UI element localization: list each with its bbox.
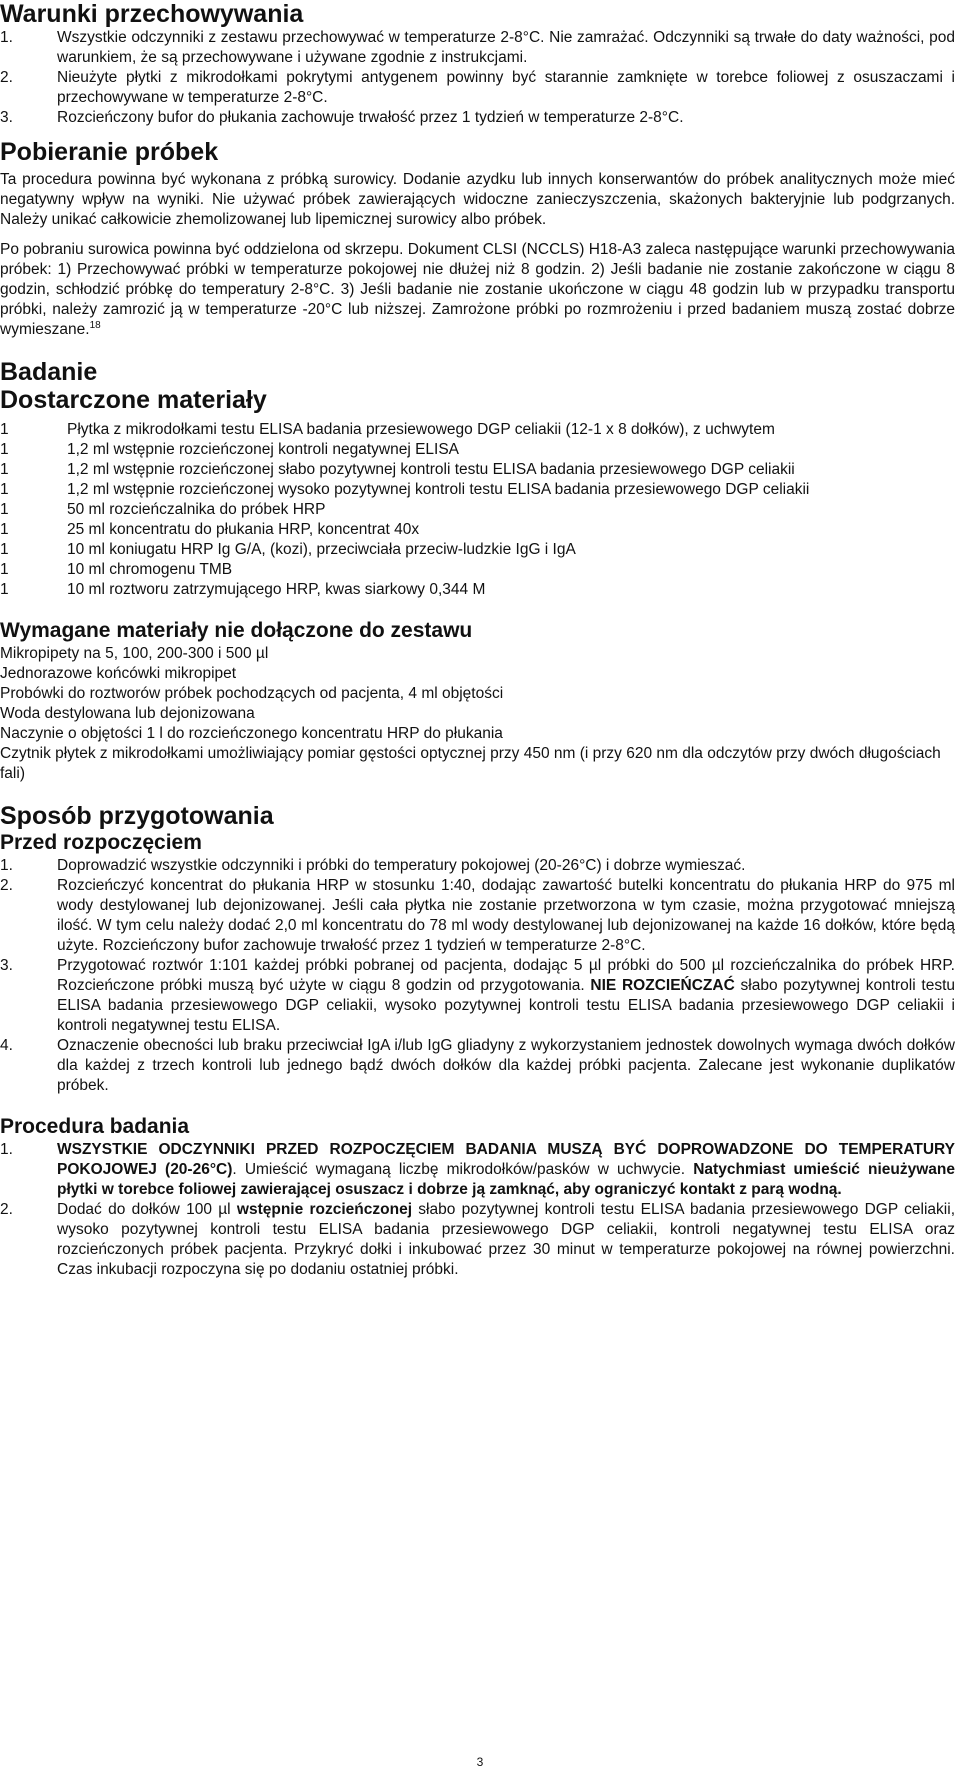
provided-materials-list	[0, 420, 955, 600]
material-qty: 1	[0, 561, 9, 578]
item-text-part: Dodać do dołków 100 µl	[57, 1201, 237, 1218]
reference-superscript: 18	[89, 319, 101, 331]
item-number: 4.	[0, 1037, 13, 1054]
item-text-bold: wstępnie rozcieńczonej	[236, 1201, 413, 1218]
required-item: Jednorazowe końcówki mikropipet	[0, 665, 237, 682]
material-qty: 1	[0, 581, 9, 598]
sampling-paragraph-2	[0, 240, 955, 340]
list-item	[0, 956, 955, 1036]
item-text	[57, 956, 955, 1036]
item-text-part: . Umieścić wymaganą liczbę mikrodołków/pasków w uchwycie.	[232, 1161, 694, 1178]
required-materials-heading: Wymagane materiały nie dołączone do zestawu	[0, 619, 473, 642]
sampling-paragraph-2-text: Po pobraniu surowica powinna być oddzielona od skrzepu. Dokument CLSI (NCCLS) H18-A3 zaleca następujące warunki przechowywania próbek: 1) Przechowywać próbki w temperaturze pokojowej nie dłużej niż 8 godzin. 2) Jeśli badanie nie zostanie zakończone w ciągu 8 godzin, schłodzić próbkę do temperatury 2-8°C. 3) Jeśli badanie nie zostanie ukończone w ciągu 48 godzin lub w przypadku transportu próbki, należy zamrozić ją w temperaturze -20°C lub niższej. Zamrożone próbki po rozmrożeniu i przed badaniem muszą zostać dobrze wymieszane.	[0, 241, 955, 338]
item-text: Rozcieńczony bufor do płukania zachowuje trwałość przez 1 tydzień w temperaturze 2-8°C.	[57, 109, 684, 126]
item-number: 2.	[0, 877, 13, 894]
item-number: 2.	[0, 69, 13, 86]
material-qty: 1	[0, 541, 9, 558]
material-qty: 1	[0, 481, 9, 498]
material-text: 1,2 ml wstępnie rozcieńczonej kontroli negatywnej ELISA	[67, 441, 460, 458]
required-item: Mikropipety na 5, 100, 200-300 i 500 µl	[0, 645, 269, 662]
material-item	[0, 540, 955, 560]
item-number: 3.	[0, 957, 13, 974]
material-qty: 1	[0, 421, 9, 438]
material-text: 25 ml koncentratu do płukania HRP, koncentrat 40x	[67, 521, 420, 538]
item-number: 1.	[0, 1141, 13, 1158]
material-item	[0, 500, 955, 520]
item-text	[57, 1200, 955, 1280]
list-item	[0, 856, 955, 876]
list-item	[0, 28, 955, 68]
material-text: Płytka z mikrodołkami testu ELISA badania przesiewowego DGP celiakii (12-1 x 8 dołków), z uchwytem	[67, 421, 775, 438]
item-text: Doprowadzić wszystkie odczynniki i próbki do temperatury pokojowej (20-26°C) i dobrze wymieszać.	[57, 857, 746, 874]
material-qty: 1	[0, 461, 9, 478]
material-item	[0, 420, 955, 440]
before-start-heading: Przed rozpoczęciem	[0, 831, 202, 854]
sampling-heading: Pobieranie próbek	[0, 138, 219, 166]
material-item	[0, 560, 955, 580]
material-text: 50 ml rozcieńczalnika do próbek HRP	[67, 501, 326, 518]
assay-heading: Badanie	[0, 358, 98, 386]
material-item	[0, 460, 955, 480]
provided-materials-heading: Dostarczone materiały	[0, 386, 267, 414]
list-item	[0, 108, 955, 128]
list-item	[0, 68, 955, 108]
item-text-part: Przygotować roztwór 1:101 każdej próbki pobranej od pacjenta, dodając 5 µl próbki do 500 µl rozcieńczalnika do próbek HRP. Rozcieńczone próbki muszą być użyte w ciągu 8 godzin od przygotowania.	[57, 957, 955, 994]
preparation-heading: Sposób przygotowania	[0, 802, 274, 830]
material-item	[0, 520, 955, 540]
sampling-paragraph-1: Ta procedura powinna być wykonana z próbką surowicy. Dodanie azydku lub innych konserwantów do próbek analitycznych może mieć negatywny wpływ na wyniki. Nie używać próbek zawierających widoczne zanieczyszczenia, skażonych bakteryjnie lub podgrzanych. Należy unikać całkowicie zhemolizowanej lub lipemicznej surowicy albo próbek.	[0, 171, 955, 228]
required-materials-list	[0, 644, 955, 784]
required-item: Czytnik płytek z mikrodołkami umożliwiający pomiar gęstości optycznej przy 450 nm (i przy 620 nm dla odczytów przy dwóch długościach fali)	[0, 745, 941, 782]
list-item	[0, 1036, 955, 1096]
material-qty: 1	[0, 441, 9, 458]
item-text: Oznaczenie obecności lub braku przeciwciał IgA i/lub IgG gliadyny z wykorzystaniem jednostek dowolnych wymaga dwóch dołków dla każdej z trzech kontroli lub jednego bądź dwóch dołków dla każdej próbki pacjenta. Zalecane jest wykonanie duplikatów próbek.	[57, 1037, 955, 1094]
item-text: Nieużyte płytki z mikrodołkami pokrytymi antygenem powinny być starannie zamknięte w torebce foliowej z osuszaczami i przechowywane w temperaturze 2-8°C.	[57, 69, 955, 106]
material-item	[0, 580, 955, 600]
list-item	[0, 1200, 955, 1280]
item-text: Wszystkie odczynniki z zestawu przechowywać w temperaturze 2-8°C. Nie zamrażać. Odczynniki są trwałe do daty ważności, pod warunkiem, że są przechowywane i używane zgodnie z instrukcjami.	[57, 29, 955, 66]
page-number: 3	[476, 1755, 484, 1769]
material-qty: 1	[0, 521, 9, 538]
material-item	[0, 440, 955, 460]
item-text-bold: WSZYSTKIE ODCZYNNIKI PRZED ROZPOCZĘCIEM BADANIA MUSZĄ BYĆ DOPROWADZONE DO TEMPERATURY POKOJOWEJ (20-26°C)	[57, 1141, 955, 1178]
procedure-list	[0, 1140, 955, 1280]
material-text: 10 ml roztworu zatrzymującego HRP, kwas siarkowy 0,344 M	[67, 581, 486, 598]
item-number: 1.	[0, 857, 13, 874]
storage-heading: Warunki przechowywania	[0, 0, 304, 28]
storage-list	[0, 28, 955, 128]
list-item	[0, 876, 955, 956]
item-text-part: słabo pozytywnej kontroli testu ELISA badania przesiewowego DGP celiakii, wysoko pozytywnej kontroli testu ELISA badania przesiewowego DGP celiakii i kontroli negatywnej testu ELISA.	[57, 977, 955, 1034]
item-text	[57, 1140, 955, 1200]
item-text-bold: NIE ROZCIEŃCZAĆ	[590, 977, 735, 994]
material-text: 10 ml koniugatu HRP Ig G/A, (kozi), przeciwciała przeciw-ludzkie IgG i IgA	[67, 541, 576, 558]
material-text: 1,2 ml wstępnie rozcieńczonej słabo pozytywnej kontroli testu ELISA badania przesiewowego DGP celiakii	[67, 461, 795, 478]
preparation-list	[0, 856, 955, 1096]
item-number: 3.	[0, 109, 13, 126]
item-text-part: słabo pozytywnej kontroli testu ELISA badania przesiewowego DGP celiakii, wysoko pozytywnej kontroli testu ELISA badania przesiewowego DGP celiakii, kontroli negatywnej testu ELISA oraz rozcieńczonych próbek pacjenta. Przykryć dołki i inkubować przez 30 minut w temperaturze pokojowej na równej powierzchni. Czas inkubacji rozpoczyna się po dodaniu ostatniej próbki.	[57, 1201, 955, 1278]
required-item: Probówki do roztworów próbek pochodzących od pacjenta, 4 ml objętości	[0, 685, 504, 702]
required-item: Woda destylowana lub dejonizowana	[0, 705, 255, 722]
item-text: Rozcieńczyć koncentrat do płukania HRP w stosunku 1:40, dodając zawartość butelki koncentratu do płukania HRP do 975 ml wody destylowanej lub dejonizowanej. Jeśli cała płytka nie zostanie przetworzona w tym czasie, można przygotować mniejszą ilość. W tym celu należy dodać 2,0 ml koncentratu do 78 ml wody destylowanej lub dejonizowanej na każde 16 dołków, które będą użyte. Rozcieńczony bufor zachowuje trwałość przez 1 tydzień w temperaturze 2-8°C.	[57, 877, 955, 954]
list-item	[0, 1140, 955, 1200]
item-number: 1.	[0, 29, 13, 46]
item-number: 2.	[0, 1201, 13, 1218]
material-qty: 1	[0, 501, 9, 518]
material-item	[0, 480, 955, 500]
material-text: 10 ml chromogenu TMB	[67, 561, 233, 578]
item-text-bold: Natychmiast umieścić nieużywane płytki w torebce foliowej zawierającej osuszacz i dobrze ją zamknąć, aby ograniczyć kontakt z parą wodną.	[57, 1161, 955, 1198]
procedure-heading: Procedura badania	[0, 1115, 190, 1138]
material-text: 1,2 ml wstępnie rozcieńczonej wysoko pozytywnej kontroli testu ELISA badania przesiewowego DGP celiakii	[67, 481, 810, 498]
required-item: Naczynie o objętości 1 l do rozcieńczonego koncentratu HRP do płukania	[0, 725, 503, 742]
